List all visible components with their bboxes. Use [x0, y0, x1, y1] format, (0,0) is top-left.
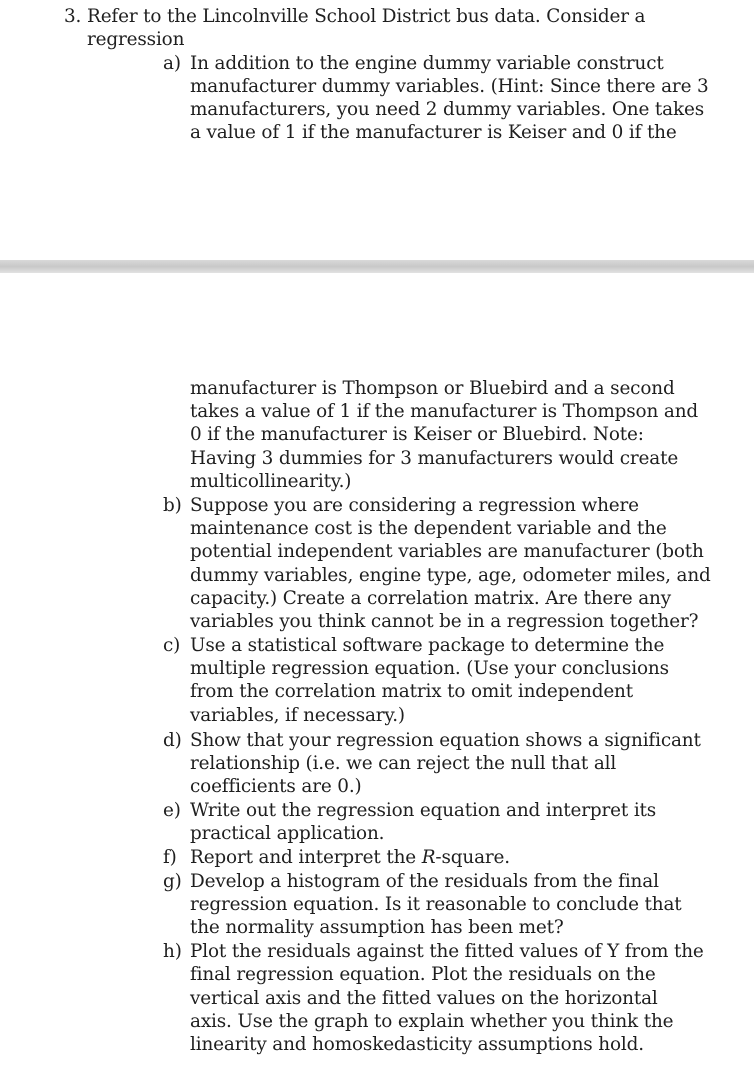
part-h-line-1: Plot the residuals against the fitted values of Y from the [190, 941, 704, 962]
part-d-line-2: relationship (i.e. we can reject the null that all [190, 753, 617, 774]
part-g-line-1: Develop a histogram of the residuals from the final [190, 871, 659, 892]
part-a-line-2: manufacturer dummy variables. (Hint: Since there are 3 [190, 76, 709, 97]
part-a-label: a) [163, 53, 181, 74]
part-h-line-3: vertical axis and the fitted values on the horizontal [190, 988, 658, 1009]
part-c-line-1: Use a statistical software package to determine the [190, 635, 665, 656]
part-a-line-1: In addition to the engine dummy variable construct [190, 53, 664, 74]
question-intro-line-1: Refer to the Lincolnville School District bus data. Consider a [87, 6, 646, 27]
part-h-label: h) [163, 941, 182, 962]
part-d-label: d) [163, 730, 182, 751]
part-h-line-2: final regression equation. Plot the residuals on the [190, 964, 656, 985]
part-f-label: f) [163, 847, 177, 868]
part-f-line [190, 846, 510, 869]
part-f-r-symbol: R [421, 847, 436, 868]
part-a-line-7: 0 if the manufacturer is Keiser or Bluebird. Note: [190, 424, 644, 445]
part-g-line-2: regression equation. Is it reasonable to conclude that [190, 894, 682, 915]
part-e-label: e) [163, 800, 181, 821]
part-d-line-1: Show that your regression equation shows a significant [190, 730, 701, 751]
part-b-line-2: maintenance cost is the dependent variable and the [190, 518, 667, 539]
part-c-line-3: from the correlation matrix to omit independent [190, 681, 633, 702]
part-h-line-5: linearity and homoskedasticity assumptions hold. [190, 1034, 644, 1055]
part-a-line-9: multicollinearity.) [190, 471, 352, 492]
part-b-line-1: Suppose you are considering a regression where [190, 495, 639, 516]
part-g-line-3: the normality assumption has been met? [190, 917, 564, 938]
question-intro-line-2: regression [87, 29, 185, 50]
part-g-label: g) [163, 871, 182, 892]
part-h-line-4: axis. Use the graph to explain whether you think the [190, 1011, 674, 1032]
part-a-line-6: takes a value of 1 if the manufacturer is Thompson and [190, 401, 699, 422]
part-c-label: c) [163, 635, 181, 656]
part-b-label: b) [163, 495, 182, 516]
part-b-line-3: potential independent variables are manufacturer (both [190, 541, 704, 562]
part-d-line-3: coefficients are 0.) [190, 776, 362, 797]
page-break-divider [0, 260, 754, 273]
part-a-line-8: Having 3 dummies for 3 manufacturers would create [190, 448, 679, 469]
part-a-line-5: manufacturer is Thompson or Bluebird and a second [190, 378, 675, 399]
question-number: 3. [64, 6, 82, 27]
part-a-line-3: manufacturers, you need 2 dummy variables. One takes [190, 99, 704, 120]
part-a-line-4: a value of 1 if the manufacturer is Keiser and 0 if the [190, 122, 677, 143]
part-b-line-6: variables you think cannot be in a regression together? [190, 611, 699, 632]
part-b-line-5: capacity.) Create a correlation matrix. Are there any [190, 588, 671, 609]
part-b-line-4: dummy variables, engine type, age, odometer miles, and [190, 565, 711, 586]
part-c-line-4: variables, if necessary.) [190, 705, 405, 726]
part-f-text-before: Report and interpret the [190, 847, 422, 868]
part-e-line-1: Write out the regression equation and interpret its [190, 800, 657, 821]
part-c-line-2: multiple regression equation. (Use your conclusions [190, 658, 669, 679]
part-e-line-2: practical application. [190, 823, 385, 844]
part-f-text-after: -square. [435, 847, 510, 868]
